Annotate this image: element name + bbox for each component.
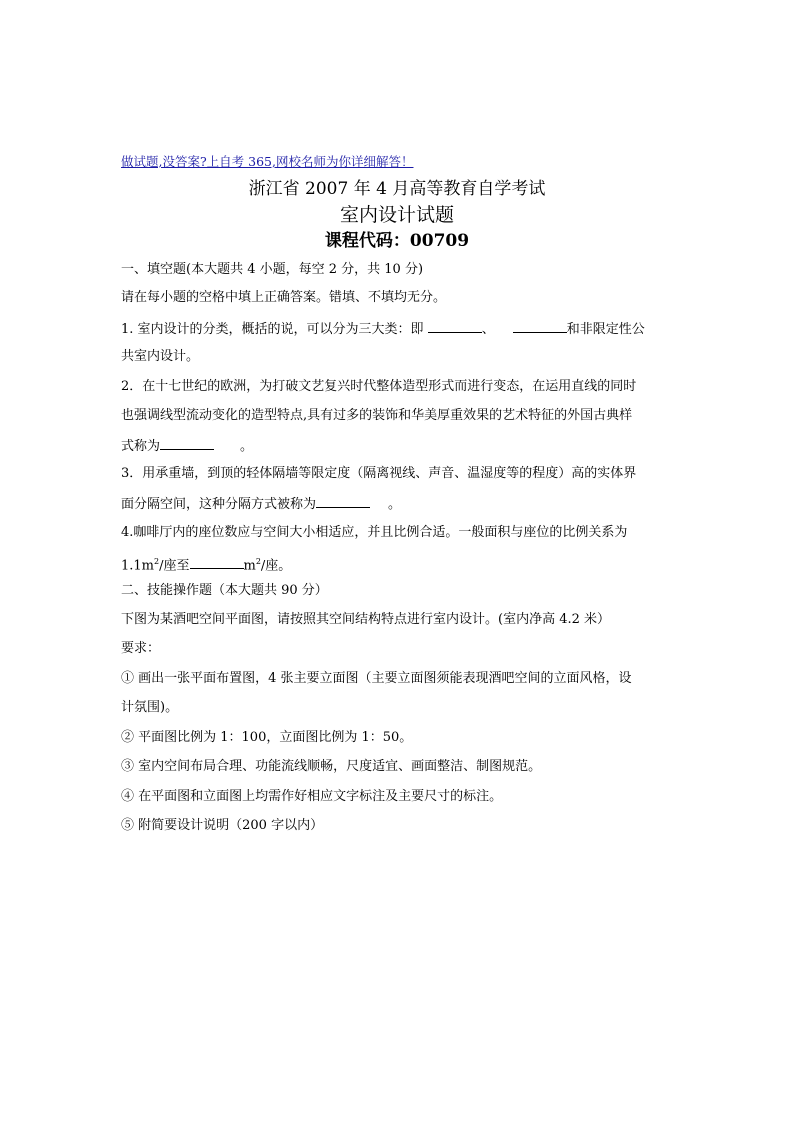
- question-1-line-1: [121, 319, 681, 339]
- q4-unit: m: [243, 558, 256, 574]
- q4-value: 1.1m: [121, 558, 155, 574]
- q1-text-b: 和非限定性公: [566, 322, 645, 337]
- requirement-5: ⑤ 附简要设计说明（200 字以内）: [121, 818, 324, 833]
- requirement-1-line-1: ① 画出一张平面布置图，4 张主要立面图（主要立面图须能表现酒吧空间的立面风格，设: [121, 671, 632, 686]
- q2-text-c: 式称为: [121, 439, 161, 454]
- section1-instruction: 请在每小题的空格中填上正确答案。错填、不填均无分。: [121, 290, 447, 305]
- question-2-line-2: 也强调线型流动变化的造型特点,具有过多的装饰和华美厚重效果的艺术特征的外国古典样: [121, 408, 633, 423]
- subject-title: 室内设计试题: [339, 204, 454, 226]
- requirement-1-line-2: 计氛围)。: [121, 700, 179, 715]
- q4-sup-2: 2: [255, 557, 261, 566]
- question-4-line-2: [121, 553, 681, 575]
- question-3-line-2: [121, 494, 681, 514]
- section1-heading: 一、填空题(本大题共 4 小题，每空 2 分，共 10 分): [121, 262, 424, 277]
- q2-end: 。: [240, 439, 254, 454]
- q1-blank-1: [428, 319, 482, 333]
- q1-text-a: 1. 室内设计的分类，概括的说，可以分为三大类：即: [121, 322, 424, 337]
- q1-separator: 、: [481, 322, 495, 337]
- q4-sup-1: 2: [154, 557, 160, 566]
- question-2-line-1: 2．在十七世纪的欧洲，为打破文艺复兴时代整体造型形式而进行变态，在运用直线的同时: [121, 379, 637, 394]
- q3-end: 。: [388, 497, 402, 512]
- requirement-2: ② 平面图比例为 1：100，立面图比例为 1：50。: [121, 730, 413, 745]
- requirements-label: 要求：: [121, 641, 161, 656]
- exam-title: 浙江省 2007 年 4 月高等教育自学考试: [248, 179, 546, 199]
- q4-text-to: /座至: [159, 558, 190, 574]
- course-code: 课程代码：00709: [324, 231, 470, 251]
- question-4-line-1: 4.咖啡厅内的座位数应与空间大小相适应，并且比例合适。一般面积与座位的比例关系为: [121, 525, 628, 540]
- promo-link[interactable]: 做试题,没答案?上自考 365,网校名师为你详细解答！: [121, 154, 414, 169]
- q1-blank-2: [513, 319, 567, 333]
- section2-heading: 二、技能操作题（本大题共 90 分）: [121, 583, 328, 598]
- q4-end: /座。: [260, 558, 292, 574]
- q3-blank: [316, 494, 370, 508]
- section2-intro: 下图为某酒吧空间平面图，请按照其空间结构特点进行室内设计。(室内净高 4.2 米）: [121, 612, 611, 627]
- question-3-line-1: 3．用承重墙，到顶的轻体隔墙等限定度（隔离视线、声音、温湿度等的程度）高的实体界: [121, 466, 637, 481]
- q2-blank: [160, 436, 214, 450]
- question-1-line-2: 共室内设计。: [121, 349, 200, 364]
- q3-text-b: 面分隔空间，这种分隔方式被称为: [121, 497, 317, 512]
- requirement-4: ④ 在平面图和立面图上均需作好相应文字标注及主要尺寸的标注。: [121, 789, 503, 804]
- requirement-3: ③ 室内空间布局合理、功能流线顺畅，尺度适宜、画面整洁、制图规范。: [121, 759, 542, 774]
- question-2-line-3: [121, 436, 681, 456]
- q4-blank: [190, 555, 244, 569]
